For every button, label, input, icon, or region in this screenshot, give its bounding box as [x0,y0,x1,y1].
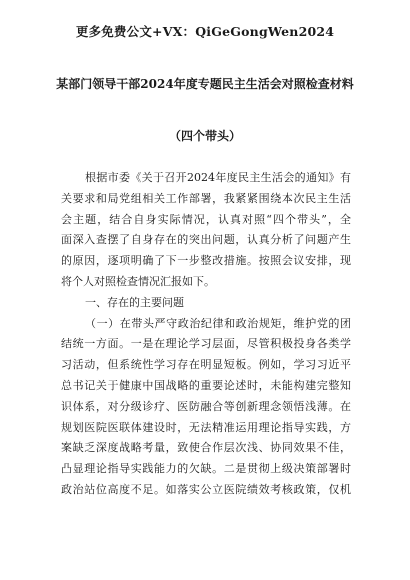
body-line: （一）在带头严守政治纪律和政治规矩，维护党的团 [85,316,351,330]
body-line: 政治站位高度不足。如落实公立医院绩效考核政策，仅机 [61,482,351,496]
body-line: 关要求和局党组相关工作部署，我紧紧围绕本次民主生活 [61,191,351,205]
body-line: 根据市委《关于召开2024年度民主生活会的通知》有 [85,171,351,184]
body-line: 面深入查摆了自身存在的突出问题，认真分析了问题产生 [61,233,351,247]
body-line: 习活动，但系统性学习存在明显短板。例如，学习习近平 [61,358,351,372]
body-line: 的原因，逐项明确了下一步整改措施。按照会议安排，现 [61,254,351,268]
body-line: 规划医院医联体建设时，无法精准运用理论指导实践，方 [61,420,351,434]
document-title: 某部门领导干部2024年度专题民主生活会对照检查材料 [56,77,354,91]
document-subtitle: （四个带头） [168,129,241,143]
body-line: 案缺乏深度战略考量，致使合作层次浅、协同效果不佳， [61,441,351,455]
body-line: 将个人对照检查情况汇报如下。 [61,274,215,288]
body-line: 凸显理论指导实践能力的欠缺。二是贯彻上级决策部署时 [61,462,351,476]
document-body [61,168,351,501]
body-line: 结统一方面。一是在理论学习层面，尽管积极投身各类学 [61,337,351,351]
body-line: 识体系，对分级诊疗、医防融合等创新理念领悟浅薄。在 [61,399,351,413]
section-heading: 一、存在的主要问题 [85,295,184,309]
watermark-header: 更多免费公文+VX：QiGeGongWen2024 [75,24,335,39]
body-line: 总书记关于健康中国战略的重要论述时，未能构建完整知 [61,378,351,392]
body-line: 会主题，结合自身实际情况，认真对照“四个带头”，全 [61,212,351,226]
